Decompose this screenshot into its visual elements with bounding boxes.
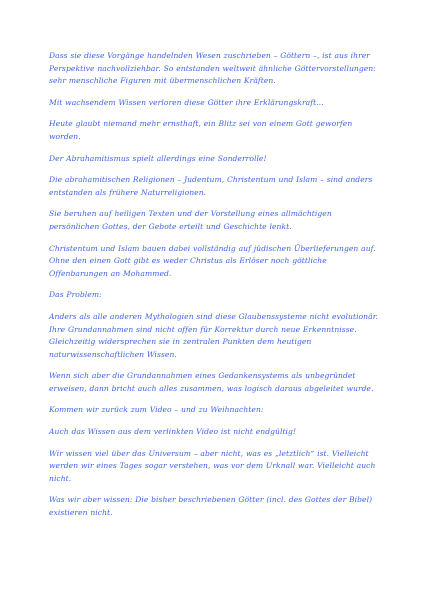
- paragraph: Heute glaubt niemand mehr ernsthaft, ein Blitz sei von einem Gott geworfen worden.: [49, 119, 353, 141]
- paragraph: Die abrahamitischen Religionen – Judentum, Christentum und Islam – sind anders entstanden als frühere Naturreligionen.: [49, 175, 373, 197]
- document-body: [49, 50, 379, 529]
- paragraph: Mit wachsendem Wissen verloren diese Götter ihre Erklärungskraft…: [49, 97, 324, 107]
- paragraph: Dass sie diese Vorgänge handelnden Wesen zuschrieben – Göttern –, ist aus ihrer Perspektive nachvollziehbar. So entstanden weltweit ähnliche Göttervorstellungen: sehr menschliche Figuren mit übermenschlichen Kräften.: [49, 51, 376, 86]
- paragraph: Auch das Wissen aus dem verlinkten Video ist nicht endgültig!: [49, 427, 297, 437]
- paragraph: Kommen wir zurück zum Video – und zu Weihnachten:: [49, 405, 264, 415]
- paragraph: Anders als alle anderen Mythologien sind diese Glaubenssysteme nicht evolutionär. Ihre Grundannahmen sind nicht offen für Korrektur durch neue Erkenntnisse. Gleichzeitig widersprechen sie in zentralen Punkten dem heutigen naturwissenschaftlichen Wissen.: [49, 311, 379, 359]
- paragraph: Das Problem:: [49, 290, 102, 300]
- paragraph: Was wir aber wissen: Die bisher beschriebenen Götter (incl. des Gottes der Bibel) existieren nicht.: [49, 495, 373, 518]
- paragraph: Der Abrahamitismus spielt allerdings eine Sonderrolle!: [49, 153, 267, 163]
- paragraph: Christentum und Islam bauen dabei vollständig auf jüdischen Überlieferungen auf. Ohne den einen Gott gibt es weder Christus als Erlöser noch göttliche Offenbarungen an Mohammed.: [49, 243, 376, 278]
- paragraph: Sie beruhen auf heiligen Texten und der Vorstellung eines allmächtigen persönlichen Gottes, der Gebote erteilt und Geschichte lenkt.: [49, 209, 332, 231]
- paragraph: Wir wissen viel über das Universum – aber nicht, was es „letztlich“ ist. Vielleicht werden wir eines Tages sogar verstehen, was vor dem Urknall war. Vielleicht auch nicht.: [49, 448, 376, 483]
- paragraph: Wenn sich aber die Grundannahmen eines Gedankensystems als unbegründet erweisen, dann bricht auch alles zusammen, was logisch daraus abgeleitet wurde.: [49, 371, 374, 393]
